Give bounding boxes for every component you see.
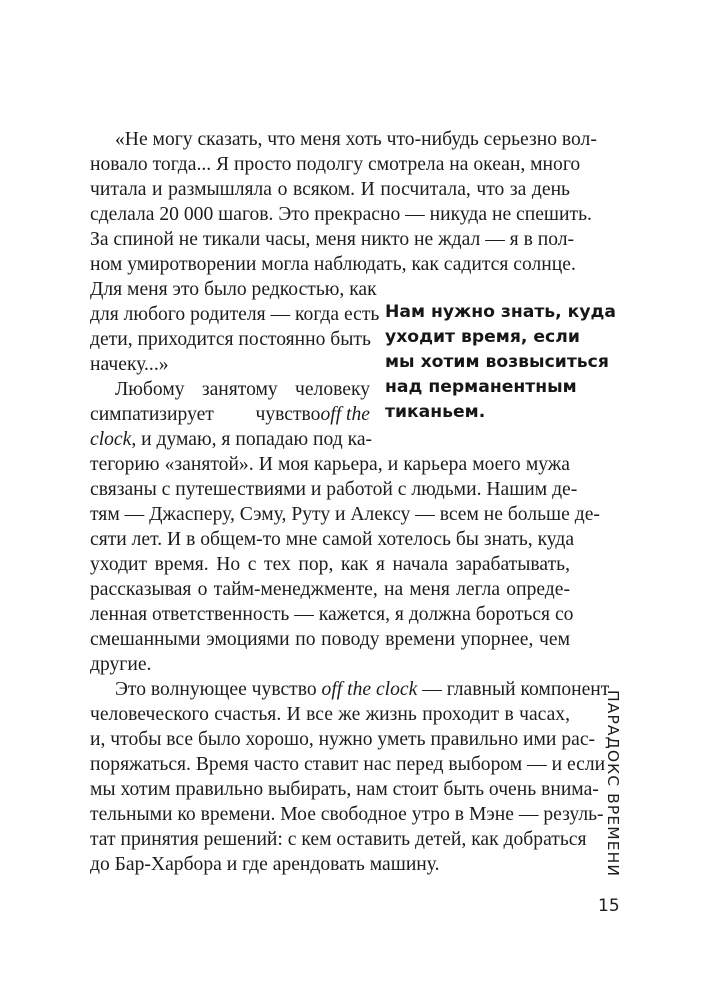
- body-line: смешанными эмоциями по поводу времени упорнее, чем: [90, 629, 570, 650]
- body-line: Для меня это было редкостью, как: [90, 279, 377, 300]
- body-line: связаны с путешествиями и работой с людьми. Нашим де-: [90, 479, 578, 500]
- italic-phrase: clock: [90, 429, 132, 450]
- body-line: новало тогда... Я просто подолгу смотрела на океан, много: [90, 154, 581, 175]
- body-line-text: — главный компонент: [417, 679, 610, 700]
- body-line: поряжаться. Время часто ставит нас перед выбором — и если: [90, 754, 606, 775]
- body-line: ном умиротворении могла наблюдать, как садится солнце.: [90, 254, 576, 275]
- body-line: мы хотим правильно выбирать, нам стоит быть очень внима-: [90, 779, 599, 800]
- running-head: ПАРАДОКС ВРЕМЕНИ: [604, 690, 622, 878]
- body-line: дети, приходится постоянно быть: [90, 329, 371, 350]
- body-line-text: Это волнующее чувство: [115, 679, 317, 700]
- body-line: для любого родителя — когда есть: [90, 304, 380, 325]
- italic-phrase: off the: [320, 404, 370, 425]
- body-line: до Бар-Харбора и где арендовать машину.: [90, 854, 440, 875]
- body-line-text: симпатизирует чувство: [90, 404, 321, 425]
- body-line: уходит время. Но с тех пор, как я начала зарабатывать,: [90, 554, 570, 575]
- body-line: [115, 678, 609, 702]
- body-line: тегорию «занятой». И моя карьера, и карьера моего мужа: [90, 454, 570, 475]
- body-line: тям — Джасперу, Сэму, Руту и Алексу — всем не больше де-: [90, 504, 600, 525]
- body-line: ленная ответственность — кажется, я должна бороться со: [90, 604, 574, 625]
- page-number: 15: [598, 896, 620, 916]
- body-line: тат принятия решений: с кем оставить детей, как добраться: [90, 829, 587, 850]
- body-line: рассказывая о тайм-менеджменте, на меня легла опреде-: [90, 579, 570, 600]
- body-line: начеку...»: [90, 354, 169, 375]
- pull-quote-line: над перманентным: [385, 377, 577, 397]
- body-line: [90, 428, 373, 452]
- body-line: человеческого счастья. И все же жизнь проходит в часах,: [90, 704, 570, 725]
- italic-phrase: off the clock: [321, 679, 418, 700]
- body-line: и, чтобы все было хорошо, нужно уметь правильно ими рас-: [90, 729, 596, 750]
- body-line: тельными ко времени. Мое свободное утро в Мэне — резуль-: [90, 804, 604, 825]
- body-line: читала и размышляла о всяком. И посчитала, что за день: [90, 179, 570, 200]
- pull-quote-line: тиканьем.: [385, 402, 486, 422]
- body-line: другие.: [90, 654, 152, 675]
- body-line: «Не могу сказать, что меня хоть что-нибудь серьезно вол-: [115, 129, 597, 150]
- body-line: Любому занятому человеку: [115, 379, 370, 400]
- pull-quote-line: уходит время, если: [385, 327, 580, 347]
- body-line: За спиной не тикали часы, меня никто не ждал — я в пол-: [90, 229, 575, 250]
- body-line: [90, 403, 370, 427]
- body-line-text: , и думаю, я попадаю под ка-: [131, 429, 373, 450]
- pull-quote-line: мы хотим возвыситься: [385, 352, 609, 372]
- body-line: сяти лет. И в общем-то мне самой хотелось бы знать, куда: [90, 529, 575, 550]
- pull-quote-line: Нам нужно знать, куда: [385, 302, 617, 322]
- body-line: сделала 20 000 шагов. Это прекрасно — никуда не спешить.: [90, 204, 592, 225]
